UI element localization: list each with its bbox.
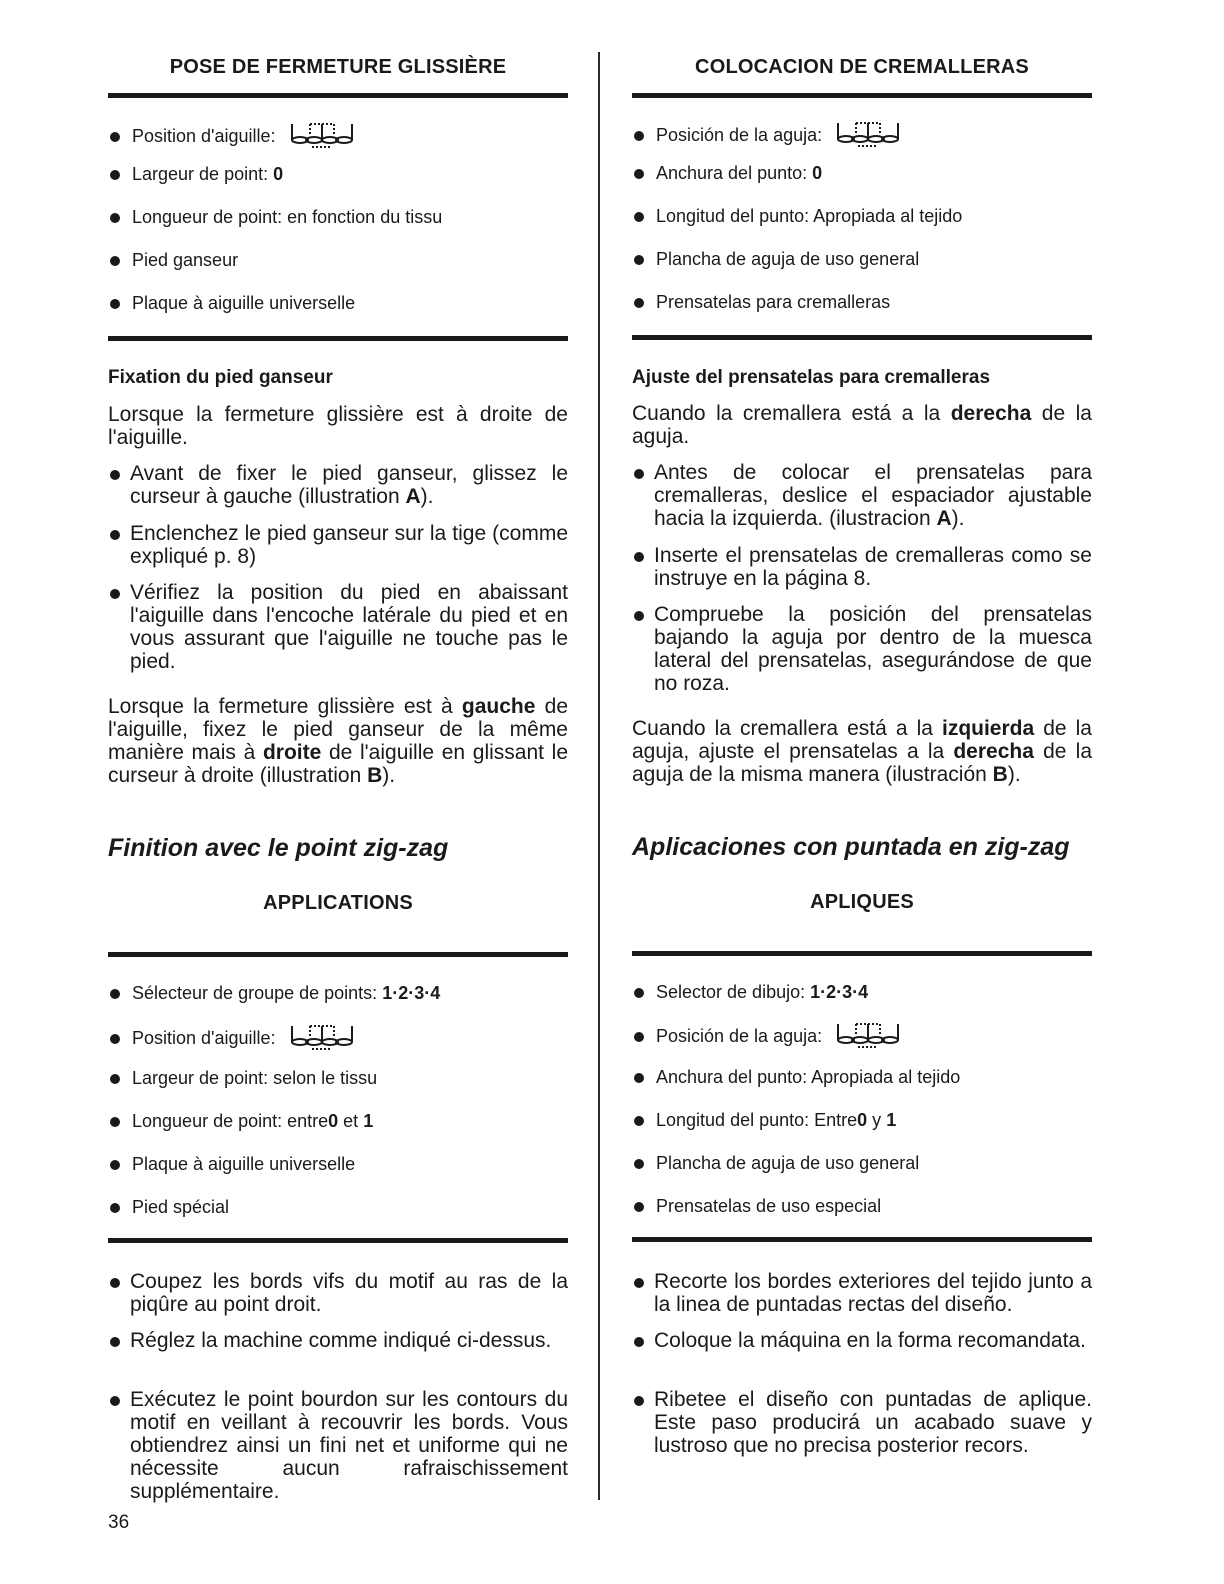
bullet-icon [634,1159,644,1169]
instruction-item: Compruebe la posición del prensatelas bajando la aguja por dentro de la muesca lateral del prensatelas, asegurándose de que no roza. [632,603,1092,695]
subheading: Fixation du pied ganseur [108,367,333,388]
bullet-icon [110,989,120,999]
spec-stitch-width: Largeur de point: selon le tissu [110,1068,377,1089]
rule [108,93,568,98]
spec-foot: Prensatelas de uso especial [634,1196,881,1217]
instruction-item: Antes de colocar el prensatelas para cremalleras, deslice el espaciador ajustable hacia la izquierda. (ilustracion A). [632,461,1092,530]
bullet-icon [634,1116,644,1126]
bullet-icon [110,1074,120,1084]
bullet-icon [110,256,120,266]
spec-stitch-width: Largeur de point: 0 [110,164,283,185]
spec-needle-plate: Plaque à aiguille universelle [110,1154,355,1175]
bullet-icon [110,1160,120,1170]
spec-needle-position: Position d'aiguille: [110,118,356,155]
applications-title: APLIQUES [810,891,914,913]
intro-paragraph: Cuando la cremallera está a la derecha de la aguja. [632,402,1092,448]
spec-foot: Pied spécial [110,1197,229,1218]
bullet-icon [110,132,120,142]
column-divider [598,52,600,1500]
intro-paragraph: Lorsque la fermeture glissière est à droite de l'aiguille. [108,403,568,449]
rule [632,335,1092,340]
spec-stitch-selector: Selector de dibujo: 1·2·3·4 [634,982,868,1003]
rule [632,1237,1092,1242]
instruction-item: Exécutez le point bourdon sur les contours du motif en veillant à recouvrir les bords. Vous obtiendrez ainsi un fini net et uniforme qui ne nécessite aucun rafraischissement supplémentaire. [108,1388,568,1503]
bullet-icon [634,1073,644,1083]
bullet-icon [634,131,644,141]
instruction-item: Ribetee el diseño con puntadas de aplique. Este paso producirá un acabado suave y lustroso que no precisa posterior recors. [632,1388,1092,1457]
spec-stitch-length: Longueur de point: en fonction du tissu [110,207,442,228]
bullet-icon [634,212,644,222]
spec-foot: Prensatelas para cremalleras [634,292,890,313]
bullet-icon [110,1034,120,1044]
bullet-icon [110,1203,120,1213]
bullet-icon [110,530,120,540]
spec-foot: Pied ganseur [110,250,238,271]
page-number: 36 [108,1512,130,1533]
zipper-title: POSE DE FERMETURE GLISSIÈRE [169,56,507,78]
bullet-icon [110,1337,120,1347]
needle-position-icon [834,1018,902,1055]
bullet-icon [634,1202,644,1212]
instruction-item: Avant de fixer le pied ganseur, glissez le curseur à gauche (illustration A). [108,462,568,508]
spec-stitch-length: Longitud del punto: Apropiada al tejido [634,206,962,227]
bullet-icon [634,255,644,265]
bullet-icon [110,589,120,599]
bullet-icon [634,1032,644,1042]
bullet-icon [634,611,644,621]
spec-needle-plate: Plaque à aiguille universelle [110,293,355,314]
bullet-icon [110,299,120,309]
bullet-icon [634,988,644,998]
instruction-item: Coloque la máquina en la forma recomandata. [632,1329,1092,1352]
spec-needle-plate: Plancha de aguja de uso general [634,1153,919,1174]
bullet-icon [634,1396,644,1406]
spec-needle-position: Posición de la aguja: [634,1018,902,1055]
instruction-item: Recorte los bordes exteriores del tejido junto a la linea de puntadas rectas del diseño. [632,1270,1092,1316]
bullet-icon [634,298,644,308]
section-heading: Aplicaciones con puntada en zig-zag [632,833,1070,861]
instruction-item: Vérifiez la position du pied en abaissant l'aiguille dans l'encoche latérale du pied et en vous assurant que l'aiguille ne touche pas le pied. [108,581,568,673]
instruction-item: Inserte el prensatelas de cremalleras como se instruye en la página 8. [632,544,1092,590]
needle-position-icon [288,118,356,155]
needle-position-icon [288,1020,356,1057]
spec-needle-position: Position d'aiguille: [110,1020,356,1057]
bullet-icon [634,469,644,479]
spec-stitch-width: Anchura del punto: 0 [634,163,822,184]
bullet-icon [110,470,120,480]
bullet-icon [634,552,644,562]
bullet-icon [634,1337,644,1347]
bullet-icon [110,1278,120,1288]
spec-stitch-width: Anchura del punto: Apropiada al tejido [634,1067,960,1088]
needle-position-icon [834,117,902,154]
bullet-icon [110,170,120,180]
spec-needle-position: Posición de la aguja: [634,117,902,154]
instruction-item: Réglez la machine comme indiqué ci-dessus. [108,1329,568,1352]
closing-paragraph: Lorsque la fermeture glissière est à gauche de l'aiguille, fixez le pied ganseur de la même manière mais à droite de l'aiguille en glissant le curseur à droite (illustration B). [108,695,569,787]
section-heading: Finition avec le point zig-zag [108,834,449,862]
spec-stitch-selector: Sélecteur de groupe de points: 1·2·3·4 [110,983,440,1004]
rule [108,1238,568,1243]
spec-needle-plate: Plancha de aguja de uso general [634,249,919,270]
bullet-icon [634,169,644,179]
instruction-item: Enclenchez le pied ganseur sur la tige (comme expliqué p. 8) [108,522,568,568]
closing-paragraph: Cuando la cremallera está a la izquierda de la aguja, ajuste el prensatelas a la derecha de la aguja de la misma manera (ilustración B). [632,717,1092,786]
spec-stitch-length: Longitud del punto: Entre 0 y 1 [634,1110,896,1131]
zipper-title: COLOCACION DE CREMALLERAS [695,56,1029,78]
rule [108,336,568,341]
rule [108,952,568,957]
bullet-icon [110,1117,120,1127]
subheading: Ajuste del prensatelas para cremalleras [632,367,991,388]
instruction-item: Coupez les bords vifs du motif au ras de la piqûre au point droit. [108,1270,568,1316]
applications-title: APPLICATIONS [263,892,413,914]
rule [632,951,1092,956]
spec-stitch-length: Longueur de point: entre 0 et 1 [110,1111,373,1132]
rule [632,93,1092,98]
bullet-icon [110,1396,120,1406]
bullet-icon [110,213,120,223]
bullet-icon [634,1278,644,1288]
